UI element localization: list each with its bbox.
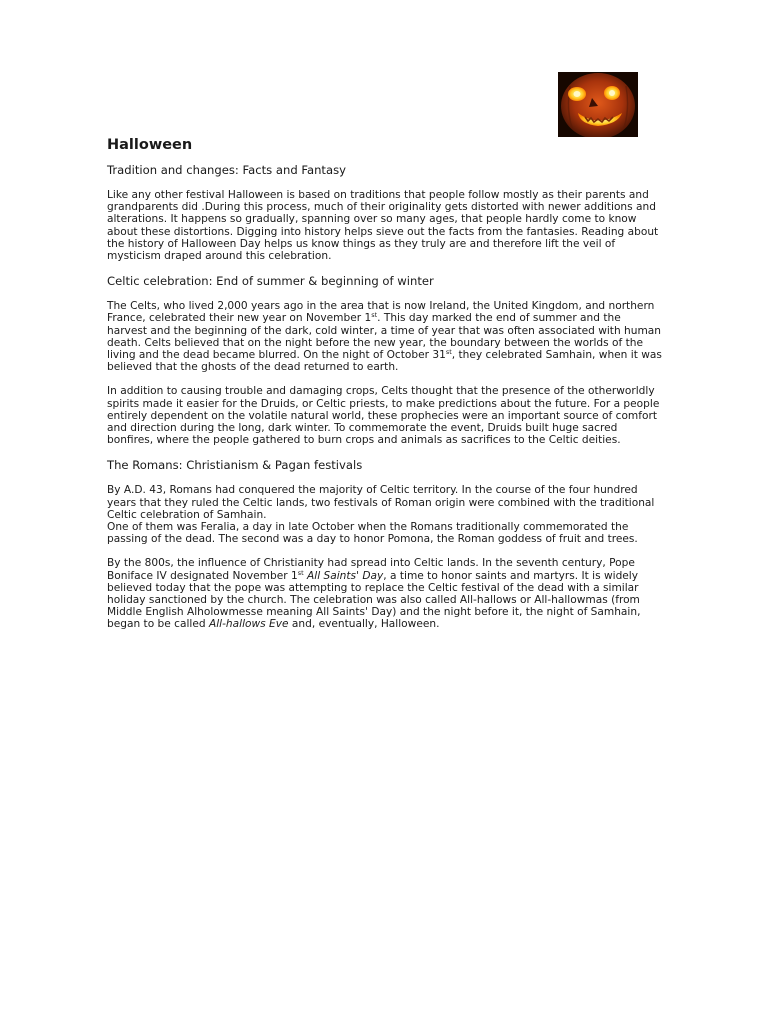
document-body — [107, 136, 663, 643]
superscript: st — [371, 311, 378, 320]
italic-text: All-hallows Eve — [208, 618, 289, 631]
paragraph-romans-2 — [107, 557, 663, 630]
document-title: Halloween — [107, 137, 193, 153]
text-run: The Celts, who lived 2,000 years ago in the area that is now Ireland, the United Kingdom, and northern France, celebrated their new year on November 1 — [107, 300, 655, 325]
paragraph-text: Like any other festival Halloween is based on traditions that people follow mostly as their parents and grandparents did .During this process, much of their originality gets distorted with newer additions and alterations. It happens so gradually, spanning over so many ages, that people hardly come to know about these distortions. Digging into history helps sieve out the facts from the fantasies. Reading about the history of Halloween Day helps us know things as they truly are and therefore lift the veil of mysticism draped around this celebration. — [107, 189, 659, 263]
text-run: By the 800s, the influence of Christianity had spread into Celtic lands. In the seventh century, Pope Boniface IV designated November 1 — [107, 557, 635, 582]
paragraph-tradition — [107, 189, 663, 262]
text-run: . This day marked the end of summer and the harvest and the beginning of the dark, cold winter, a time of year that was often associated with human death. Celts believed that on the night before the new year, the boundary between the worlds of the living and the dead became blurred. On the night of October 31 — [107, 312, 661, 362]
text-run: , they celebrated Samhain, when it was believed that the ghosts of the dead returned to earth. — [107, 349, 662, 374]
section-heading-romans: The Romans: Christianism & Pagan festivals — [107, 458, 363, 473]
text-run: , a time to honor saints and martyrs. It is widely believed today that the pope was attempting to replace the Celtic festival of the dead with a similar holiday sanctioned by the church. The celebration was also called All-hallows or All-hallowmas (from Middle English Alholowmesse meaning All Saints' Day) and the night before it, the night of Samhain, began to be called — [107, 569, 641, 631]
jack-o-lantern-image — [558, 72, 638, 137]
jack-o-lantern-icon — [558, 72, 638, 137]
italic-text: All Saints' Day — [307, 569, 384, 582]
paragraph-text: By A.D. 43, Romans had conquered the majority of Celtic territory. In the course of the four hundred years that they ruled the Celtic lands, two festivals of Roman origin were combined with the traditional Celtic celebration of Samhain. — [107, 484, 655, 521]
paragraph-text: In addition to causing trouble and damaging crops, Celts thought that the presence of the otherworldly spirits made it easier for the Druids, or Celtic priests, to make predictions about the future. For a people entirely dependent on the volatile natural world, these prophecies were an important source of comfort and direction during the long, dark winter. To commemorate the event, Druids built huge sacred bonfires, where the people gathered to burn crops and animals as sacrifices to the Celtic deities. — [107, 385, 660, 447]
superscript: st — [445, 348, 452, 357]
paragraph-celtic-1 — [107, 300, 663, 373]
paragraph-text: One of them was Feralia, a day in late October when the Romans traditionally commemorated the passing of the dead. The second was a day to honor Pomona, the Roman goddess of fruit and trees. — [107, 521, 638, 546]
paragraph-celtic-2 — [107, 385, 663, 446]
section-heading-celtic: Celtic celebration: End of summer & beginning of winter — [107, 274, 434, 289]
paragraph-text — [107, 300, 663, 373]
paragraph-romans-1 — [107, 484, 663, 545]
paragraph-text — [107, 557, 663, 630]
text-run: and, eventually, Halloween. — [288, 618, 440, 631]
superscript: st — [297, 568, 304, 577]
section-heading-tradition: Tradition and changes: Facts and Fantasy — [107, 163, 346, 177]
